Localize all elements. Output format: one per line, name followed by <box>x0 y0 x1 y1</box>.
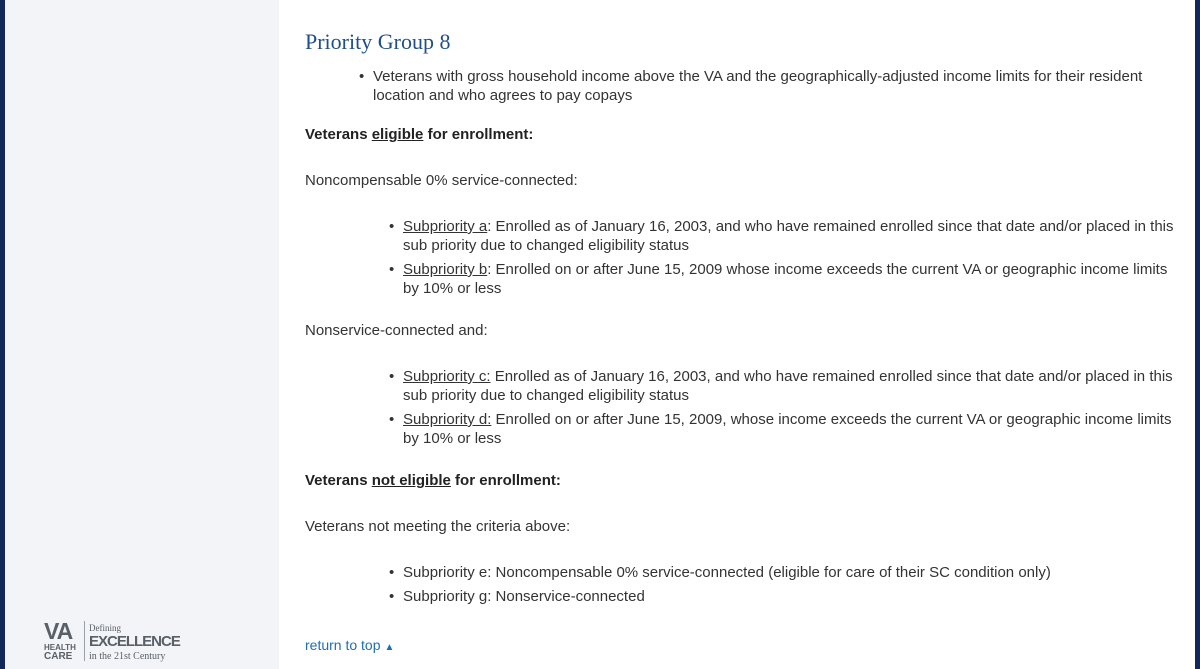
main-content <box>305 28 1185 657</box>
list-item <box>403 260 1185 298</box>
subpriority-c-text: Enrolled as of January 16, 2003, and who have remained enrolled since that date and/or placed in this sub priority due to changed eligibility status <box>403 368 1173 404</box>
eligible-heading-pre: Veterans <box>305 126 372 143</box>
right-border <box>1195 0 1200 669</box>
subpriority-c-label: Subpriority c: <box>403 368 491 385</box>
logo-excellence: EXCELLENCE <box>89 633 180 650</box>
triangle-up-icon: ▲ <box>384 642 395 653</box>
not-meeting-label: Veterans not meeting the criteria above: <box>305 518 571 535</box>
list-item <box>403 410 1185 448</box>
logo-care: CARE <box>44 651 73 662</box>
noncompensable-list <box>305 217 1185 298</box>
intro-bullet: • Veterans with gross household income above the VA and the geographically-adjusted income limits for their resident location and who agrees to pay copays <box>373 67 1185 105</box>
subpriority-g-item: • Subpriority g: Nonservice-connected <box>403 587 1185 606</box>
not-eligible-heading <box>305 471 1185 490</box>
va-health-care-logo <box>40 619 190 665</box>
return-to-top-link[interactable] <box>305 636 394 657</box>
list-item <box>403 367 1185 405</box>
logo-va: VA <box>44 618 73 644</box>
eligible-heading <box>305 125 1185 144</box>
return-to-top-label: return to top <box>305 637 381 653</box>
page-title: Priority Group 8 <box>305 29 451 54</box>
subpriority-b-text: : Enrolled on or after June 15, 2009 whose income exceeds the current VA or geographic income limits by 10% or less <box>403 261 1168 297</box>
subpriority-a-label: Subpriority a <box>403 218 488 235</box>
intro-list <box>305 67 1185 105</box>
logo-defining: Defining <box>89 623 121 633</box>
not-eligible-heading-post: for enrollment: <box>450 472 561 489</box>
logo-health-care <box>44 643 76 661</box>
eligible-heading-post: for enrollment: <box>423 126 534 143</box>
list-item <box>403 217 1185 255</box>
noncompensable-label: Noncompensable 0% service-connected: <box>305 172 578 189</box>
not-eligible-list <box>305 563 1185 606</box>
subpriority-e-item: • Subpriority e: Noncompensable 0% service-connected (eligible for care of their SC condition only) <box>403 563 1185 582</box>
eligible-heading-emph: eligible <box>371 126 424 143</box>
logo-century: in the 21st Century <box>89 651 166 662</box>
subpriority-b-label: Subpriority b <box>403 261 488 278</box>
subpriority-d-text: Enrolled on or after June 15, 2009, whose income exceeds the current VA or geographic income limits by 10% or less <box>403 411 1172 447</box>
sidebar <box>5 0 279 669</box>
logo-health: HEALTH <box>44 643 76 652</box>
not-eligible-heading-emph: not eligible <box>371 472 451 489</box>
nonservice-list <box>305 367 1185 448</box>
logo-divider <box>84 621 85 661</box>
subpriority-a-text: : Enrolled as of January 16, 2003, and who have remained enrolled since that date and/or placed in this sub priority due to changed eligibility status <box>403 218 1174 254</box>
not-eligible-heading-pre: Veterans <box>305 472 372 489</box>
subpriority-d-label: Subpriority d: <box>403 411 492 428</box>
nonservice-label: Nonservice-connected and: <box>305 322 488 339</box>
